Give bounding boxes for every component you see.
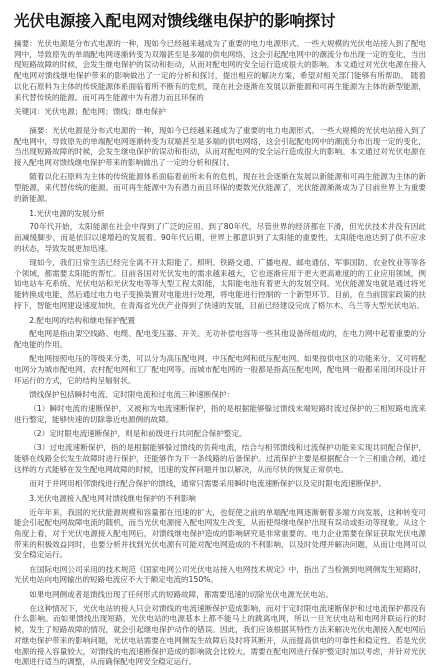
- body-paragraph: 随着以化石原料为主体的传统能源体系面临着前所未有的危机，现在社会逐渐在发展以新能源和可再生能源为主体的新型能源，来代替传统的能源。而可再生能源中为有潜力而且环保的要数光伏能源了，光伏能源渐渐成为了目前世界上为重要的新能源。: [14, 172, 426, 203]
- abstract-paragraph: 摘要：光伏电源是分布式电源的一种，现如今已经越来越成为了重要的电力电源形式。一些大规模的光伏电站接入到了配电网中，导致原先的单端配电网逐渐转变为双端甚至是多端的供电网络，这会引起配电网中的潮流分布出现一定的变化，当出现短路故障的时候，会发生继电保护的误动和拒动，从而对配电网的安全运行造成很大的影响。本文通过对光伏电源在接入配电网对馈线继电保护带来的影响做出了一定的分析和探讨，提出相应的解决方案，希望对相关部门能够有所帮助。 随着以化石原料为主体的传统能源体系面临着所不断有的危机，现在社会逐渐在发展以新能源和可再生能源为主体的新型能源，来代替传统的能源。而可再生能源中为有潜力而且环保的: [14, 39, 426, 102]
- body-paragraph: 近年年来，我国的光伏能源规模和容量都在迅速的扩大，也促使之前的单端配电网逐渐朝着多端方向发展，这种转变可能会引起配电网故障电流的随机，而当光伏电源接入配电网发生改变，从而使得继电保护出现有误动或拒动等现象。从这个角度上看，对于光伏电源接入配电网后，对馈线继电保护造成的影响研究是非常重要的。电力企业需要在保证获取光伏电源带来的积极效益同时，也要分析并找到光伏电源有可能对配电网造成的不利影响，以及时处理并解决问题，从而让电网可以安全稳定运行。: [14, 507, 426, 560]
- body-paragraph: 摘要：光伏电源是分布式电源的一种，现如今已经越来越成为了重要的电力电源形式。一些大规模的光伏电站接入到了配电网中，导致原先的单端配电网逐渐转变为双端甚至是多端的供电网络，这会引起配电网中的潮流分布出现一定的变化，当出现短路故障的时候，会发生继电保护的误动和拒动，从而对配电网的安全运行造成很大的影响。本文通过对光伏电源在接入配电网对馈线继电保护带来的影响做出了一定的分析和探讨。: [14, 125, 426, 168]
- body-paragraph: 70年代开始，太阳能源在社会中得到了广泛的应用。到了80年代，尽管世界的经济都在下滑，但光伏技术并没有因此而减缓脚步，而是依旧以速增趋的发展着。90年代后期，世界上都意识到了太阳能的重要性，太阳能电池达到了供不应求的状态，导致发展更加迅速。: [14, 222, 426, 253]
- document-title: 光伏电源接入配电网对馈线继电保护的影响探讨: [14, 12, 336, 30]
- body-paragraph: （2）定时限电流速断保护，则是和前级进行共同配合保护整定。: [29, 429, 247, 439]
- section-heading: 2.配电网的结构和继电保护配置: [29, 315, 136, 325]
- body-paragraph: 在这种情况下，光伏电站的接入只会对馈线的电流速断保护造成影响，而对于定时限电流速断保护和过电流保护都没有什么影响。而如果馈线出现短路，光伏电站的电源基本上都不能马上的跳离电网，所以一旦光伏电站和电网并联运行的时候，发生了短路故障的情况，就会引起继电保护动作的错误。因此，我们应该根据其特性方法来解决光伏电源接入配电网后对继电保护带来的影响问题，光伏电站需要在电网侧发生故障后及时将其断开，从而提高供电的可靠性和稳定性。若是光伏电源的接入容量较大，对馈线的电流速断保护造成的影响就会比较大，需要在配电网进行保护整定时加以考虑，并针对光伏电源进行适当的调整，从而确保配电网安全稳定运行。: [14, 603, 426, 667]
- body-paragraph: （3）过电流速断保护，指的是根据能够躲过馈线的负荷电流，结合与相邻馈线和过流保护功能来实现共同配合保护，能够在线路全长发生故障时进行保护，还能够作为下一条线路的后备保护。过流保护主要是根据配合一个三相重合闸，通过这样的方式能够在发生配电网故障的时候，迅速的发挥问题并加以解决，从而尽快的恢复正常供电。: [14, 443, 426, 474]
- body-paragraph: 如果电网侧或者是馈线出现了任何形式的短路故障，都需要迅速的切除光伏电源光伏电站。: [29, 589, 333, 599]
- body-paragraph: 而对于并网用相邻馈线进行配合保护的馈线，通常只需要采用瞬时电流速断保护以及定时限电流速断保护。: [29, 478, 387, 488]
- body-paragraph: 配电网按照电压的等级来分类，可以分为高压配电网、中压配电网和低压配电网。如果按供电区的功能来分，又可将配电网分为城市配电网、农村配电网和工厂配电网等。而城市配电网的一般都是指高压配电网，配电网一般都采用闭环设计开环运行的方式，它的结构呈辐射状。: [14, 354, 426, 385]
- body-paragraph: 配电网是指由架空线路、电缆、配电变压器、开关、无功补偿电容等一些其他设备所组成的，在电力网中起着重要的分配电能的作用。: [14, 329, 426, 350]
- keywords-line: 关键词：光伏电源；配电网；馈线；继电保护: [14, 106, 166, 116]
- body-paragraph: 馈线保护包括瞬时电流、定时限电流和过电流三种速断保护：: [29, 389, 235, 399]
- document-body: [14, 126, 426, 668]
- section-heading: 3.光伏电源接入配电网对馈线继电保护的不利影响: [29, 494, 196, 504]
- body-paragraph: 现如今，我们日常生活已经完全离不开太阳能了。照明、铁路交通、广播电视、邮电通信、军事国防、农业牧业等等各个领域，都需要太阳能的帮忙。目前各国对光伏发电的需求越来越大，它也逐渐应用于更大更高难度的的工业应用领域，例如电站车充系统、光伏电站和光伏发电等等大型工程太阳能，太阳能电池有着更大的发展空间。光伏能源发电就是通过将光能转换成电能，然后通过电力电子变换装置对电能进行处理，将电能进行控制的一个新型环节。目前，在当前国家政策的扶持下，智能电网建设速度加快，在青海省光伏产业得到了快速的发展，目前已经建设完成了格尔木、乌兰等大型光伏电站。: [14, 257, 426, 310]
- body-paragraph: （1）瞬时电流的速断保护，又被称为电流速断保护，指的是根据能够躲过馈线末端短路时流过保护的三相短路电流来进行整定，能够快速的切除靠近电源侧的故障。: [14, 404, 426, 424]
- body-paragraph: 在国际电网公司采用的技术规范《国家电网公司光伏电站接入电网技术规定》中，指出了当检测到电网侧发生短路时，光伏电站向电网输出的短路电流应不大于额定电流的150%。: [14, 564, 426, 585]
- section-heading: 1.光伏电源的发展分析: [29, 208, 105, 218]
